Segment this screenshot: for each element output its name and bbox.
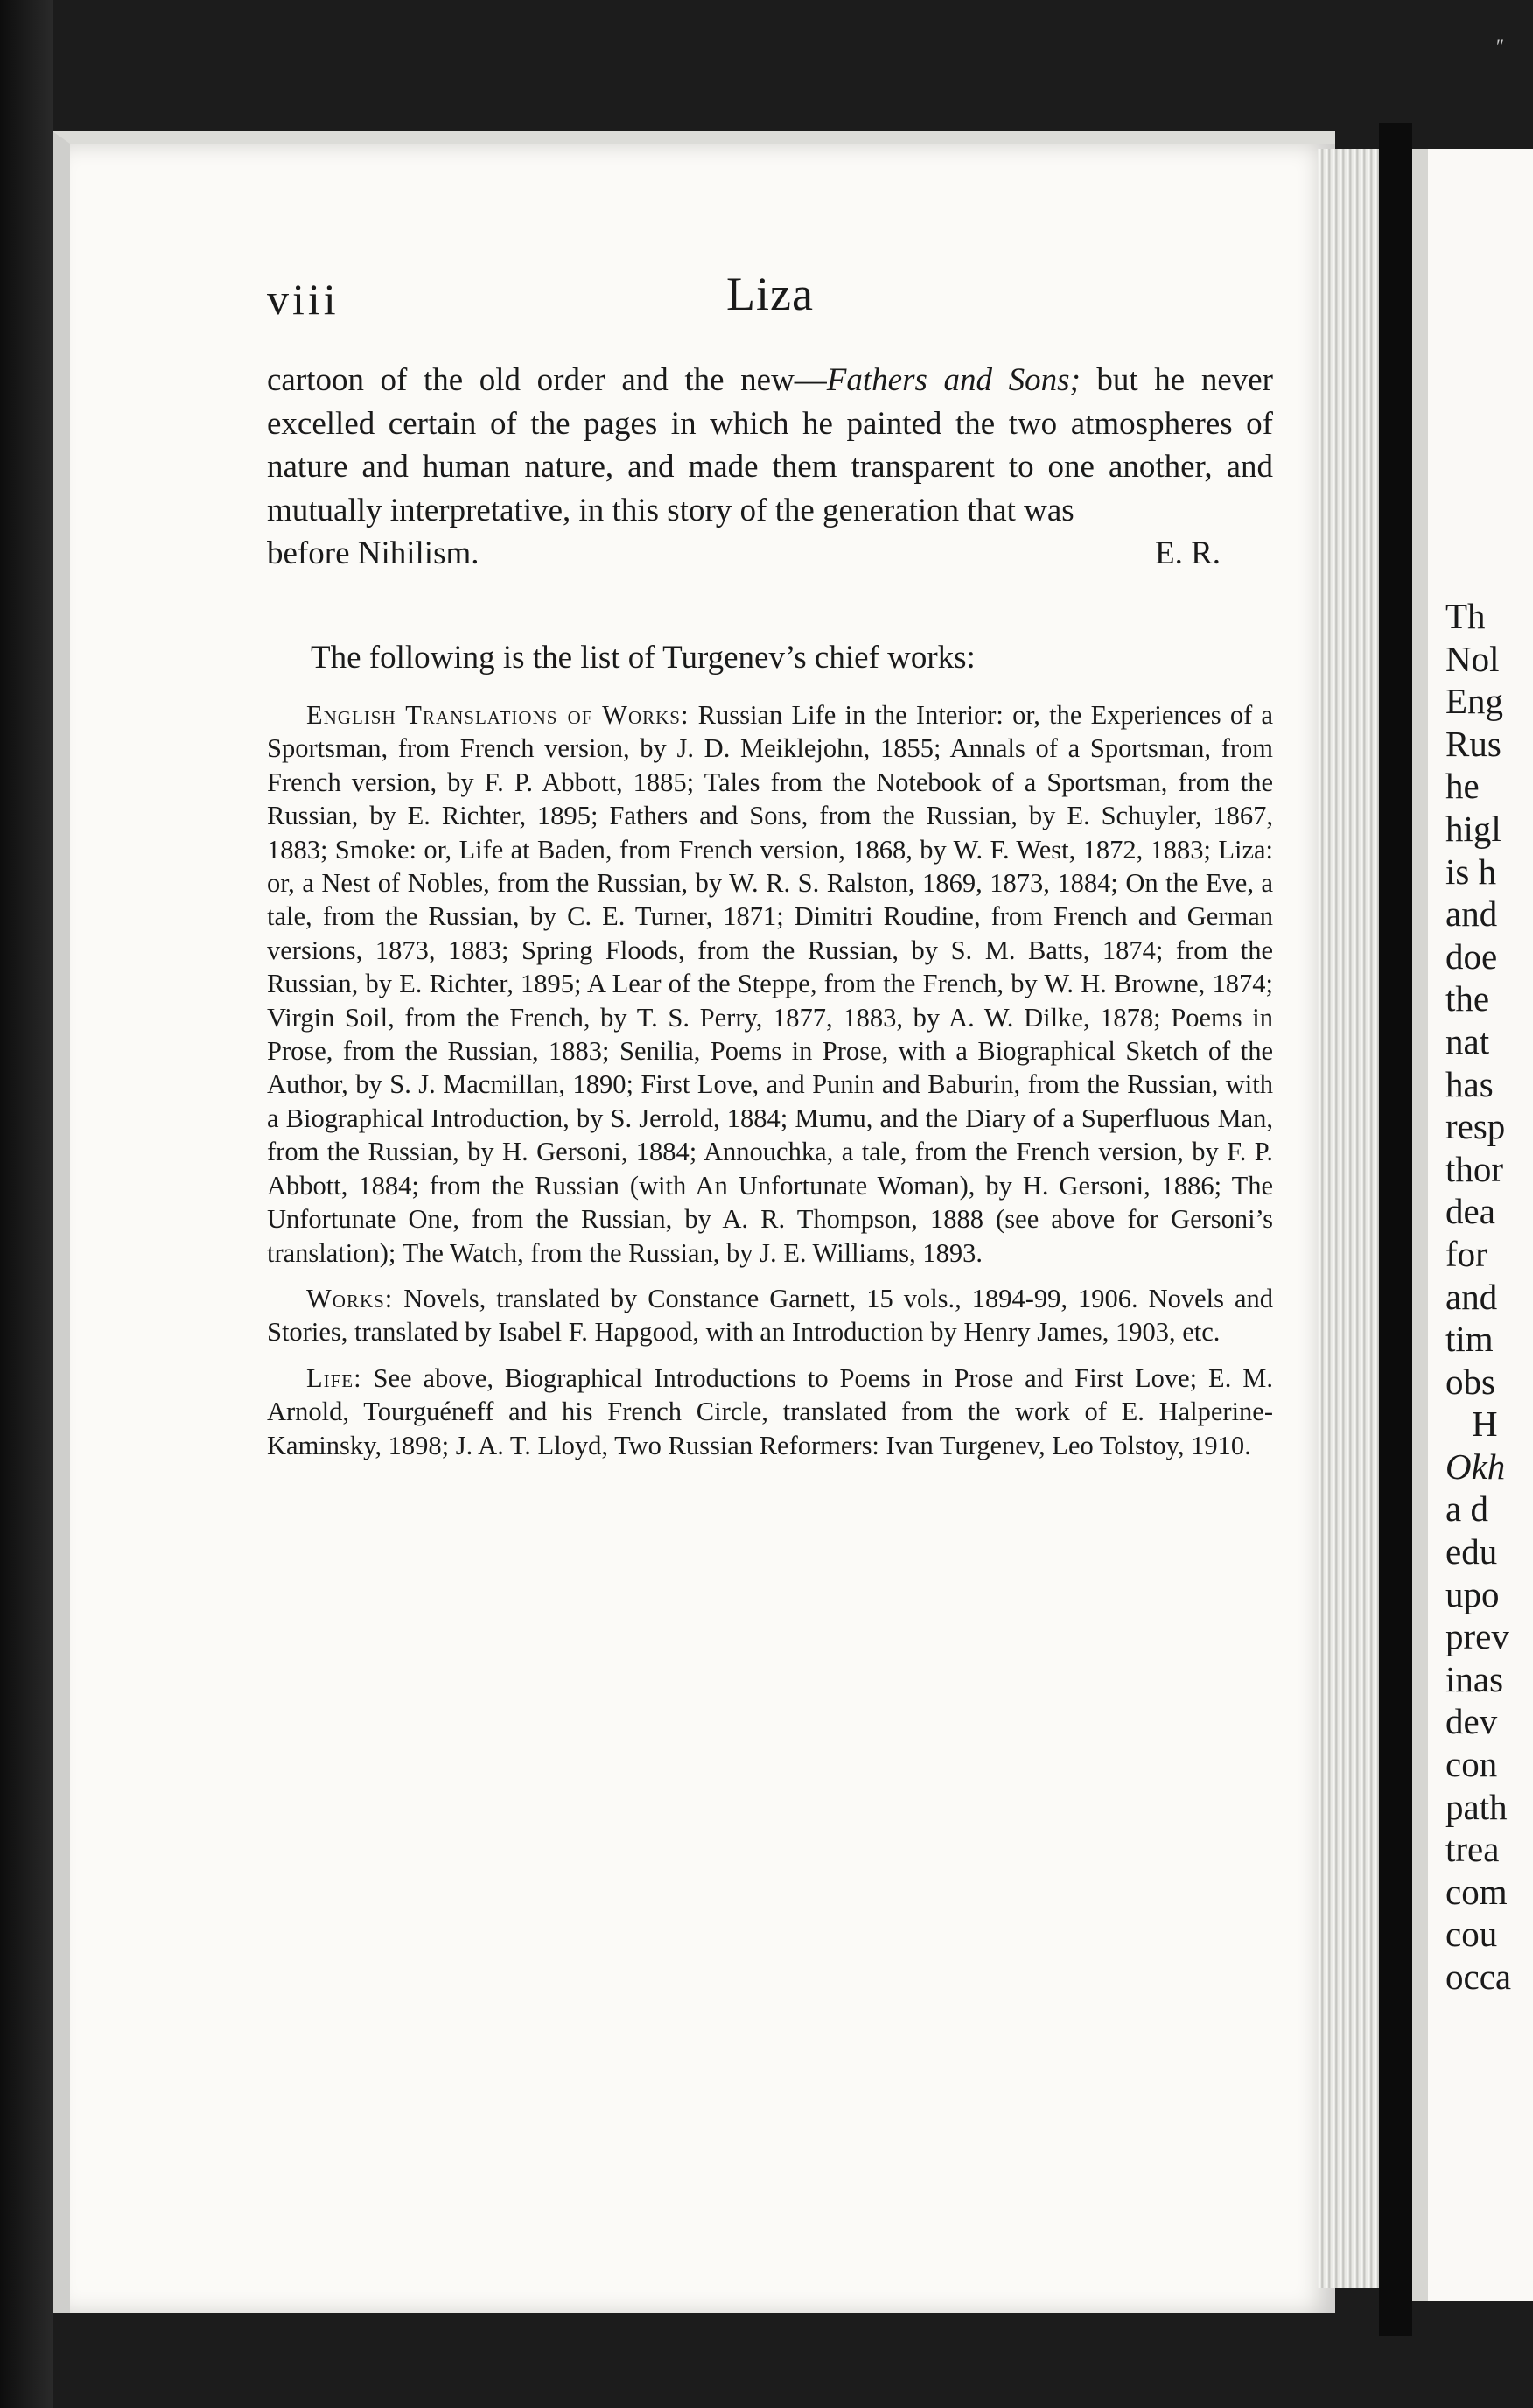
right-page-line: obs bbox=[1446, 1361, 1495, 1402]
right-page-line: con bbox=[1446, 1744, 1498, 1785]
entry-text: Russian Life in the Interior: or, the Experiences of a Sportsman, from French version, by J. D. Meiklejohn, 1855; Annals of a Sportsman, from French version, by F. P. Abbott, 1885; Tales from the Notebook of a Sportsman, from the Russian, by E. Richter, 1895; Fathers and Sons, from the Russian, by E. Schuyler, 1867, 1883; Smoke: or, Life at Baden, from French version, 1868, by W. F. West, 1872, 1883; Liza: or, a Nest of Nobles, from the Russian, by W. R. S. Ralston, 1869, 1873, 1884; On the Eve, a tale, from the Russian, by C. E. Turner, 1871; Dimitri Roudine, from French and German versions, 1873, 1883; Spring Floods, from the Russian, by S. M. Batts, 1874; from the Russian, by E. Richter, 1895; A Lear of the Steppe, from the French, by W. H. Browne, 1874; Virgin Soil, from the French, by T. S. Perry, 1877, 1883, by A. W. Dilke, 1878; Poems in Prose, from the Russian, 1883; Senilia, Poems in Prose, with a Biographical Sketch of the Author, by S. J. Macmillan, 1890; First Love, and Punin and Baburin, from the Russian, with a Biographical Introduction, by S. Jerrold, 1884; Mumu, and the Diary of a Superfluous Man, from the Russian, by H. Gersoni, 1884; Annouchka, a tale, from the French version, by F. P. Abbott, 1884; from the Russian (with An Unfortunate Woman), by H. Gersoni, 1886; The Unfortunate One, from the Russian, by A. R. Thompson, 1888 (see above for Gersoni’s translation); The Watch, from the Russian, by J. E. Williams, 1893. bbox=[267, 700, 1273, 1268]
right-page-line: tim bbox=[1446, 1319, 1494, 1360]
intro-text bbox=[267, 359, 1273, 532]
bibliography-entry-translations bbox=[267, 698, 1273, 1270]
right-page-line: Okh bbox=[1446, 1446, 1506, 1487]
book-gutter bbox=[1379, 122, 1412, 2336]
right-page-line: has bbox=[1446, 1063, 1494, 1104]
right-page-line: inas bbox=[1446, 1658, 1504, 1699]
right-page-line: he bbox=[1446, 766, 1480, 807]
right-page-line: and bbox=[1446, 893, 1498, 934]
intro-closing-line bbox=[267, 532, 1273, 576]
intro-paragraph bbox=[267, 359, 1273, 576]
entry-label: English Translations of Works: bbox=[306, 700, 690, 730]
right-page-line: edu bbox=[1446, 1531, 1498, 1572]
intro-italic-title: Fathers and Sons; bbox=[826, 362, 1081, 398]
page-number: viii bbox=[267, 275, 340, 324]
right-page-line: dea bbox=[1446, 1191, 1495, 1232]
intro-part2: but he never excelled certain of the pages in which he painted the two atmospheres of nature and human nature, and made them transparent to one another, and mutually interpretative, in this story of the generation that was bbox=[267, 362, 1273, 528]
right-page-line: path bbox=[1446, 1786, 1508, 1827]
entry-label: Life: bbox=[306, 1362, 362, 1393]
intro-part1: cartoon of the old order and the new— bbox=[267, 362, 827, 398]
book-spine-shadow bbox=[0, 0, 52, 2408]
page-edges bbox=[1318, 149, 1379, 2288]
right-page-line: for bbox=[1446, 1233, 1488, 1274]
right-page-line: upo bbox=[1446, 1573, 1500, 1614]
works-list-heading: The following is the list of Turgenev’s chief works: bbox=[311, 640, 976, 676]
right-page-line: the bbox=[1446, 978, 1490, 1019]
author-initials: E. R. bbox=[1154, 536, 1221, 571]
bibliography-entry-life bbox=[267, 1362, 1273, 1462]
right-page-line: com bbox=[1446, 1871, 1508, 1912]
right-page-line: prev bbox=[1446, 1616, 1509, 1657]
right-page-line: cou bbox=[1446, 1914, 1498, 1955]
right-page-line: and bbox=[1446, 1276, 1498, 1317]
bibliography bbox=[267, 698, 1273, 1462]
right-page-line: is h bbox=[1446, 850, 1497, 892]
right-page-line: thor bbox=[1446, 1148, 1504, 1189]
right-page-line: Nol bbox=[1446, 638, 1500, 679]
right-page-line: higl bbox=[1446, 808, 1502, 849]
right-page-line: trea bbox=[1446, 1829, 1500, 1870]
right-page-line: H bbox=[1472, 1404, 1498, 1445]
right-page-line: Rus bbox=[1446, 723, 1502, 764]
right-page-line: Th bbox=[1446, 596, 1486, 636]
intro-last-line: before Nihilism. bbox=[267, 536, 480, 571]
entry-text: Novels, translated by Constance Garnett, 15 vols., 1894-99, 1906. Novels and Stories, translated by Isabel F. Hapgood, with an Introduction by Henry James, 1903, etc. bbox=[267, 1283, 1273, 1348]
entry-text: See above, Biographical Introductions to Poems in Prose and First Love; E. M. Arnold, Tourguéneff and his French Circle, translated from the work of E. Halperine-Kaminsky, 1898; J. A. T. Lloyd, Two Russian Reformers: Ivan Turgenev, Leo Tolstoy, 1910. bbox=[267, 1362, 1273, 1460]
right-page bbox=[1412, 149, 1533, 2301]
right-page-text bbox=[1446, 595, 1533, 1998]
right-page-line: dev bbox=[1446, 1701, 1498, 1742]
right-page-line: doe bbox=[1446, 935, 1498, 976]
entry-label: Works: bbox=[306, 1283, 394, 1313]
right-page-line: Eng bbox=[1446, 681, 1504, 722]
right-page-line: a d bbox=[1446, 1488, 1488, 1530]
corner-mark: ″ bbox=[1496, 35, 1505, 57]
running-title: Liza bbox=[726, 268, 814, 320]
right-page-line: nat bbox=[1446, 1020, 1490, 1061]
running-head bbox=[267, 267, 1273, 346]
bibliography-entry-works bbox=[267, 1282, 1273, 1349]
right-page-line: resp bbox=[1446, 1106, 1506, 1147]
right-page-line: occa bbox=[1446, 1956, 1512, 1997]
